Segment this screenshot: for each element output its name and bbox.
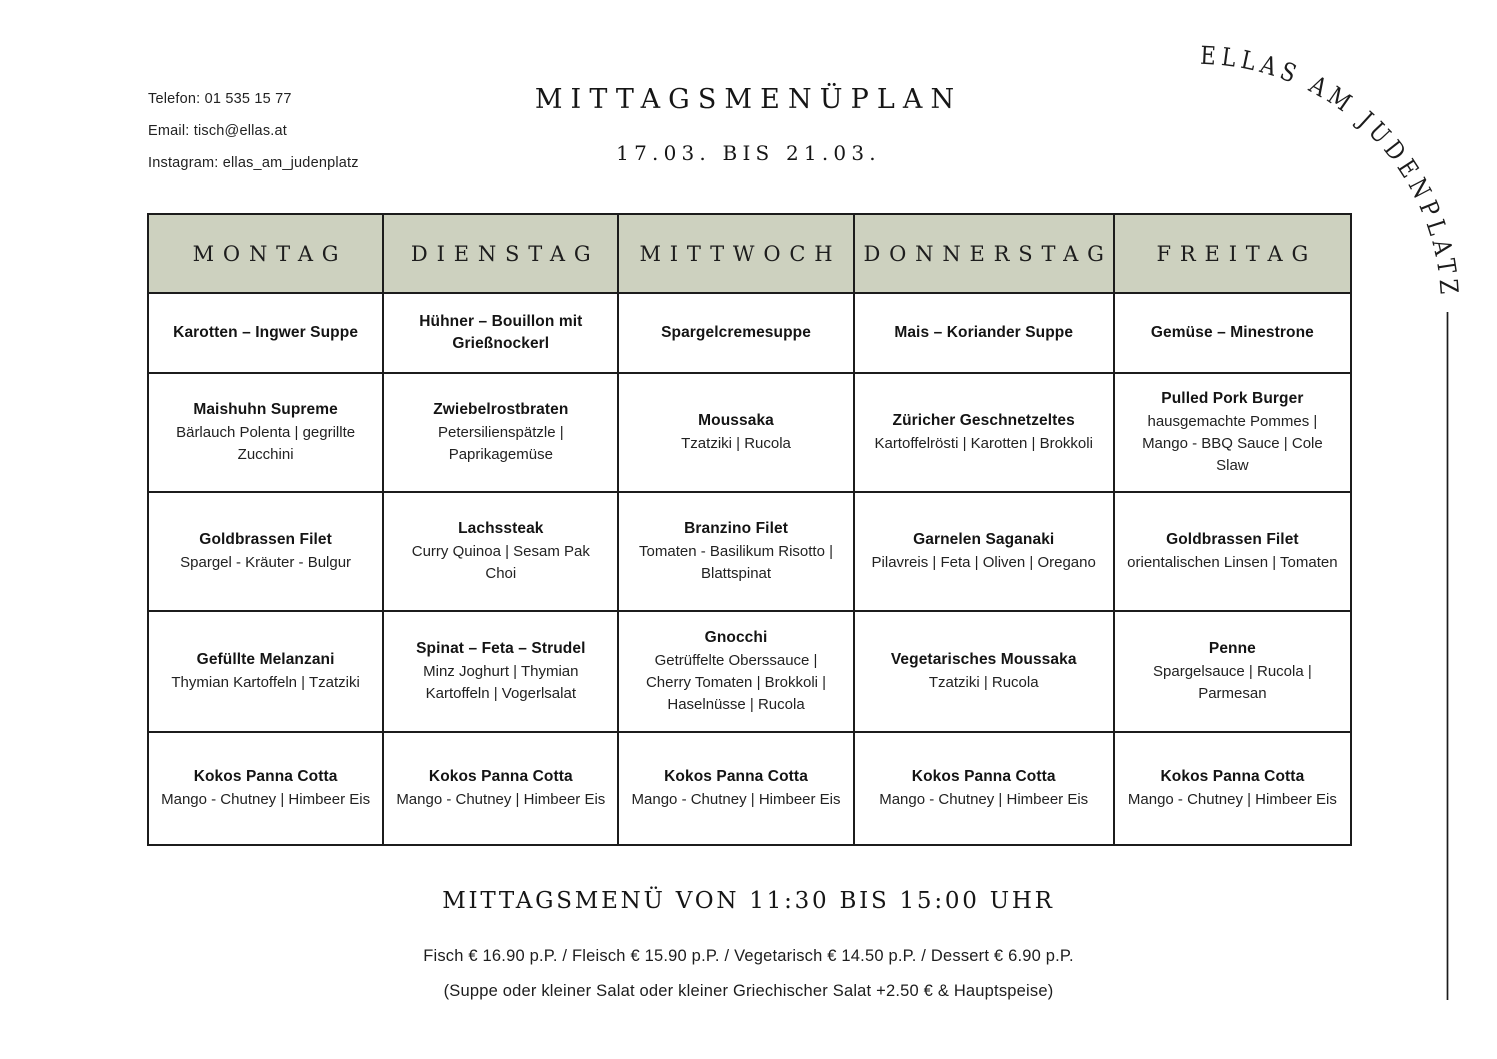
dish-title: Branzino Filet: [684, 520, 788, 537]
menu-cell-meat-mittwoch: [619, 374, 854, 493]
dish-title: Maishuhn Supreme: [193, 401, 338, 418]
footer-block: [0, 888, 1497, 1001]
contact-block: [148, 91, 359, 187]
menu-cell-soup-montag: [149, 294, 384, 374]
dish-desc: Curry Quinoa | Sesam Pak Choi: [411, 543, 590, 582]
menu-cell-dessert-freitag: [1115, 733, 1350, 844]
footer-prices: Fisch € 16.90 p.P. / Fleisch € 15.90 p.P. / Vegetarisch € 14.50 p.P. / Dessert € 6.90 p.P.: [423, 947, 1074, 965]
dish-desc: Minz Joghurt | Thymian Kartoffeln | Vogerlsalat: [423, 663, 579, 702]
menu-cell-fish-montag: [149, 493, 384, 612]
dish-title: Kokos Panna Cotta: [428, 768, 573, 785]
dish-title: Vegetarisches Moussaka: [890, 651, 1077, 668]
dish-title: Kokos Panna Cotta: [193, 768, 338, 785]
menu-cell-fish-dienstag: [384, 493, 619, 612]
day-header-mittwoch: MITTWOCH: [619, 215, 854, 294]
dish-title: Kokos Panna Cotta: [911, 768, 1056, 785]
dish-title: Garnelen Saganaki: [913, 531, 1055, 548]
page-date-range: 17.03. BIS 21.03.: [616, 141, 881, 165]
dish-title: Moussaka: [698, 412, 774, 429]
menu-cell-fish-donnerstag: [855, 493, 1115, 612]
day-header-freitag: FREITAG: [1115, 215, 1350, 294]
day-header-donnerstag: DONNERSTAG: [855, 215, 1115, 294]
dish-title: Gemüse – Minestrone: [1150, 324, 1314, 341]
day-header-dienstag: DIENSTAG: [384, 215, 619, 294]
dish-title: Zwiebelrostbraten: [433, 401, 569, 418]
dish-title: Penne: [1208, 640, 1256, 657]
footer-hours: MITTAGSMENÜ VON 11:30 BIS 15:00 UHR: [442, 888, 1055, 914]
dish-desc: Getrüffelte Oberssauce | Cherry Tomaten | Brokkoli | Haselnüsse | Rucola: [645, 652, 827, 713]
dish-title: Gnocchi: [704, 629, 768, 646]
dish-title: Mais – Koriander Suppe: [894, 324, 1074, 341]
menu-table: [147, 213, 1352, 846]
menu-cell-veg-montag: [149, 612, 384, 733]
dish-title: Kokos Panna Cotta: [664, 768, 808, 785]
menu-cell-soup-mittwoch: [619, 294, 854, 374]
menu-cell-meat-dienstag: [384, 374, 619, 493]
footer-note: (Suppe oder kleiner Salat oder kleiner Griechischer Salat +2.50 € & Hauptspeise): [443, 982, 1054, 1000]
dish-desc: Thymian Kartoffeln | Tzatziki: [171, 674, 360, 691]
dish-title: Goldbrassen Filet: [199, 531, 332, 548]
menu-cell-veg-donnerstag: [855, 612, 1115, 733]
dish-desc: Bärlauch Polenta | gegrillte Zucchini: [176, 424, 356, 463]
dish-desc: Mango - Chutney | Himbeer Eis: [396, 791, 606, 808]
menu-cell-soup-dienstag: [384, 294, 619, 374]
dish-title: Spinat – Feta – Strudel: [416, 640, 586, 657]
menu-cell-fish-freitag: [1115, 493, 1350, 612]
contact-instagram: Instagram: ellas_am_judenplatz: [148, 155, 359, 171]
dish-title: Spargelcremesuppe: [661, 324, 811, 341]
page-title: MITTAGSMENÜPLAN: [534, 84, 963, 115]
dish-title: Kokos Panna Cotta: [1160, 768, 1305, 785]
menu-cell-meat-freitag: [1115, 374, 1350, 493]
dish-title: Lachssteak: [458, 520, 544, 537]
dish-desc: Tzatziki | Rucola: [928, 674, 1039, 691]
menu-cell-veg-freitag: [1115, 612, 1350, 733]
menu-cell-soup-donnerstag: [855, 294, 1115, 374]
dish-desc: Tomaten - Basilikum Risotto | Blattspinat: [639, 543, 833, 582]
dish-desc: Mango - Chutney | Himbeer Eis: [1127, 791, 1337, 808]
dish-desc: Mango - Chutney | Himbeer Eis: [631, 791, 841, 808]
menu-cell-dessert-dienstag: [384, 733, 619, 844]
menu-cell-dessert-mittwoch: [619, 733, 854, 844]
dish-desc: Petersilienspätzle | Paprikagemüse: [438, 424, 564, 463]
dish-desc: Kartoffelrösti | Karotten | Brokkoli: [874, 435, 1093, 452]
menu-cell-veg-dienstag: [384, 612, 619, 733]
dish-desc: orientalischen Linsen | Tomaten: [1127, 554, 1338, 571]
menu-cell-fish-mittwoch: [619, 493, 854, 612]
dish-desc: Tzatziki | Rucola: [681, 435, 791, 452]
menu-cell-dessert-donnerstag: [855, 733, 1115, 844]
dish-title: Goldbrassen Filet: [1166, 531, 1299, 548]
contact-phone: Telefon: 01 535 15 77: [148, 91, 292, 107]
menu-cell-meat-montag: [149, 374, 384, 493]
menu-cell-soup-freitag: [1115, 294, 1350, 374]
menu-cell-dessert-montag: [149, 733, 384, 844]
brand-arc-text: ELLAS AM JUDENPLATZ: [1199, 40, 1465, 304]
dish-desc: hausgemachte Pommes | Mango - BBQ Sauce | Cole Slaw: [1142, 413, 1323, 474]
day-header-montag: MONTAG: [149, 215, 384, 294]
dish-desc: Spargel - Kräuter - Bulgur: [180, 554, 352, 571]
dish-desc: Spargelsauce | Rucola | Parmesan: [1153, 663, 1312, 702]
dish-title: Karotten – Ingwer Suppe: [173, 324, 359, 341]
dish-desc: Mango - Chutney | Himbeer Eis: [879, 791, 1089, 808]
dish-desc: Pilavreis | Feta | Oliven | Oregano: [871, 554, 1096, 571]
dish-title: Hühner – Bouillon mit Grießnockerl: [419, 313, 583, 352]
menu-cell-meat-donnerstag: [855, 374, 1115, 493]
dish-title: Pulled Pork Burger: [1161, 390, 1304, 407]
contact-email: Email: tisch@ellas.at: [148, 123, 287, 139]
menu-cell-veg-mittwoch: [619, 612, 854, 733]
dish-desc: Mango - Chutney | Himbeer Eis: [161, 791, 371, 808]
dish-title: Gefüllte Melanzani: [196, 651, 335, 668]
dish-title: Züricher Geschnetzeltes: [892, 412, 1075, 429]
